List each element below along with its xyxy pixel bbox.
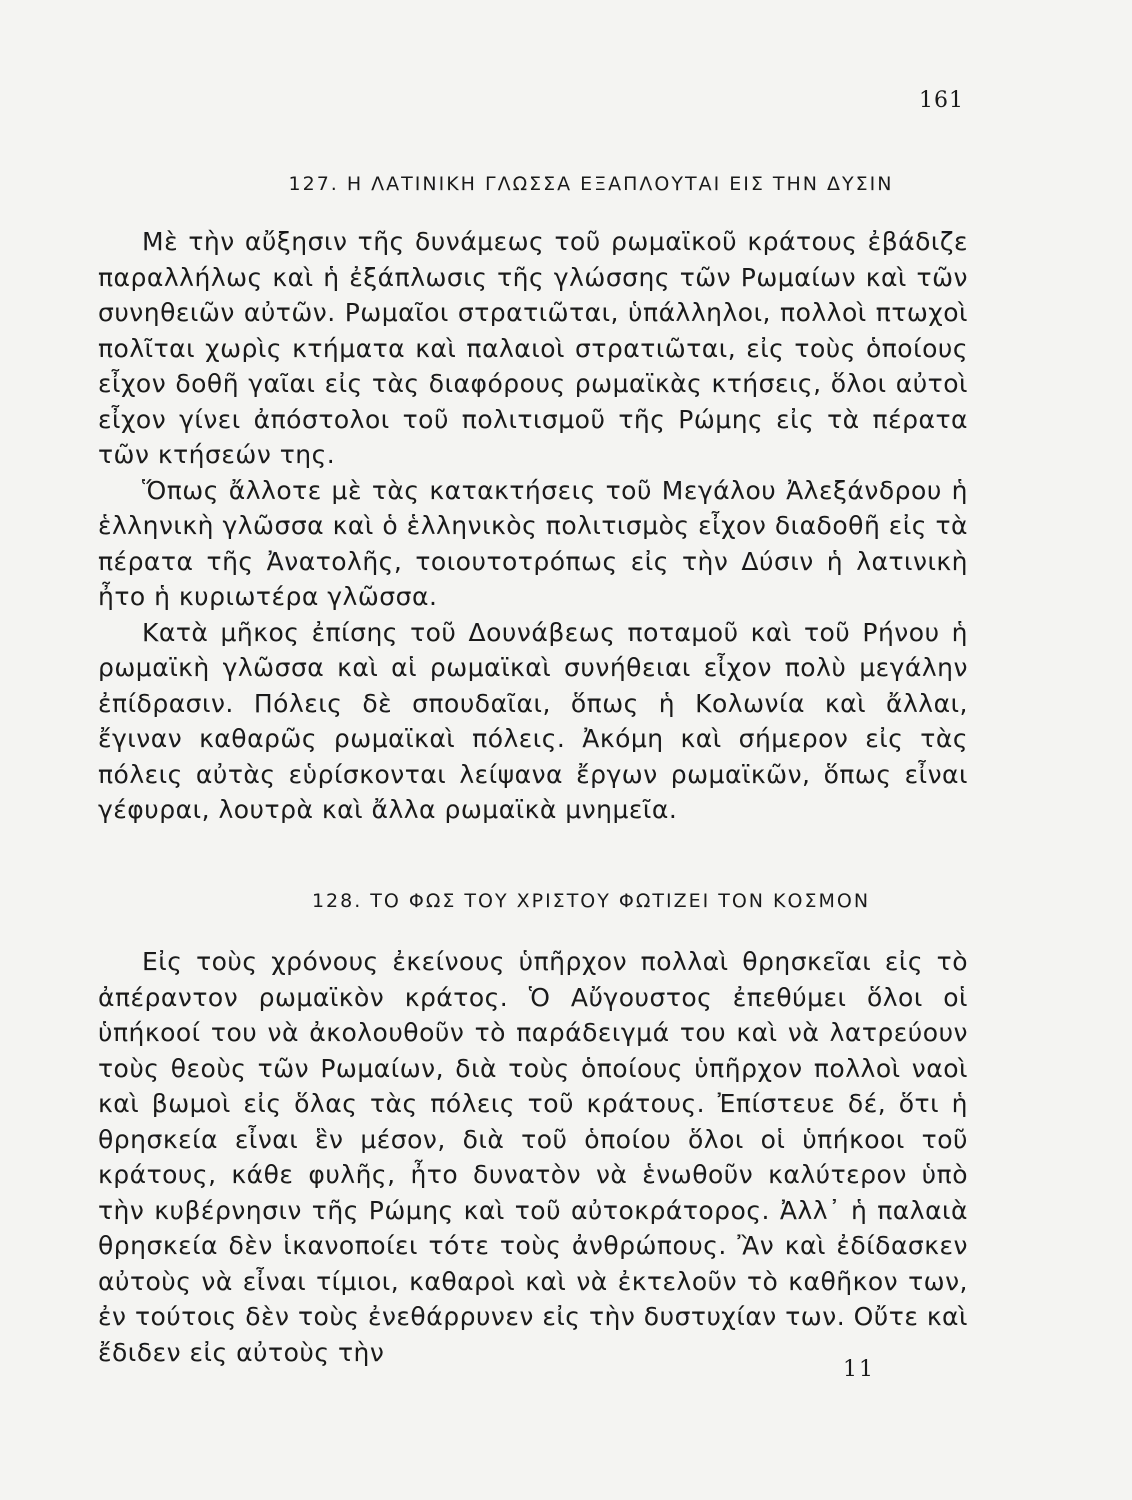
section-body-127 bbox=[98, 224, 968, 828]
section-heading-128: 128. ΤΟ ΦΩΣ ΤΟΥ ΧΡΙΣΤΟΥ ΦΩΤΙΖΕΙ ΤΟΝ ΚΟΣΜΟΝ bbox=[311, 890, 871, 912]
signature-mark: 11 bbox=[843, 1357, 875, 1382]
page-number: 161 bbox=[919, 88, 964, 113]
paragraph: Εἰς τοὺς χρόνους ἐκείνους ὑπῆρχον πολλαὶ θρησκεῖαι εἰς τὸ ἀπέραντον ρωμαϊκὸν κράτος. Ὁ Αὔγουστος ἐπεθύμει ὅλοι οἱ ὑπήκοοί του νὰ ἀκολουθοῦν τὸ παράδειγμά του καὶ νὰ λατρεύουν τοὺς θεοὺς τῶν Ρωμαίων, διὰ τοὺς ὁποίους ὑπῆρχον πολλοὶ ναοὶ καὶ βωμοὶ εἰς ὅλας τὰς πόλεις τοῦ κράτους. Ἐπίστευε δέ, ὅτι ἡ θρησκεία εἶναι ἓν μέσον, διὰ τοῦ ὁποίου ὅλοι οἱ ὑπήκοοι τοῦ κράτους, κάθε φυλῆς, ἦτο δυνατὸν νὰ ἑνωθοῦν καλύτερον ὑπὸ τὴν κυβέρνησιν τῆς Ρώμης καὶ τοῦ αὐτοκράτορος. Ἀλλ᾿ ἡ παλαιὰ θρησκεία δὲν ἱκανοποίει τότε τοὺς ἀνθρώπους. Ἂν καὶ ἐδίδασκεν αὐτοὺς νὰ εἶναι τίμιοι, καθαροὶ καὶ νὰ ἐκτελοῦν τὸ καθῆκον των, ἐν τούτοις δὲν τοὺς ἐνεθάρρυνεν εἰς τὴν δυστυχίαν των. Οὔτε καὶ ἔδιδεν εἰς αὐτοὺς τὴν bbox=[98, 947, 968, 1367]
paragraph: Κατὰ μῆκος ἐπίσης τοῦ Δουνάβεως ποταμοῦ καὶ τοῦ Ρήνου ἡ ρωμαϊκὴ γλῶσσα καὶ αἱ ρωμαϊκαὶ συνήθειαι εἶχον πολὺ μεγάλην ἐπίδρασιν. Πόλεις δὲ σπουδαῖαι, ὅπως ἡ Κολωνία καὶ ἄλλαι, ἔγιναν καθαρῶς ρωμαϊκαὶ πόλεις. Ἀκόμη καὶ σήμερον εἰς τὰς πόλεις αὐτὰς εὑρίσκονται λείψανα ἔργων ρωμαϊκῶν, ὅπως εἶναι γέφυραι, λουτρὰ καὶ ἄλλα ρωμαϊκὰ μνημεῖα. bbox=[98, 617, 968, 824]
section-heading-127: 127. Η ΛΑΤΙΝΙΚΗ ΓΛΩΣΣΑ ΕΞΑΠΛΟΥΤΑΙ ΕΙΣ ΤΗΝ ΔΥΣΙΝ bbox=[288, 173, 894, 195]
section-body-128 bbox=[98, 944, 968, 1370]
paragraph: Μὲ τὴν αὔξησιν τῆς δυνάμεως τοῦ ρωμαϊκοῦ κράτους ἐβάδιζε παραλλήλως καὶ ἡ ἐξάπλωσις τῆς γλώσσης τῶν Ρωμαίων καὶ τῶν συνηθειῶν αὐτῶν. Ρωμαῖοι στρατιῶται, ὑπάλληλοι, πολλοὶ πτωχοὶ πολῖται χωρὶς κτήματα καὶ παλαιοὶ στρατιῶται, εἰς τοὺς ὁποίους εἶχον δοθῆ γαῖαι εἰς τὰς διαφόρους ρωμαϊκὰς κτήσεις, ὅλοι αὐτοὶ εἶχον γίνει ἀπόστολοι τοῦ πολιτισμοῦ τῆς Ρώμης εἰς τὰ πέρατα τῶν κτήσεών της. bbox=[98, 227, 968, 469]
paragraph: Ὅπως ἄλλοτε μὲ τὰς κατακτήσεις τοῦ Μεγάλου Ἀλεξάνδρου ἡ ἑλληνικὴ γλῶσσα καὶ ὁ ἑλληνικὸς πολιτισμὸς εἶχον διαδοθῆ εἰς τὰ πέρατα τῆς Ἀνατολῆς, τοιουτοτρόπως εἰς τὴν Δύσιν ἡ λατινικὴ ἦτο ἡ κυριωτέρα γλῶσσα. bbox=[98, 475, 968, 611]
